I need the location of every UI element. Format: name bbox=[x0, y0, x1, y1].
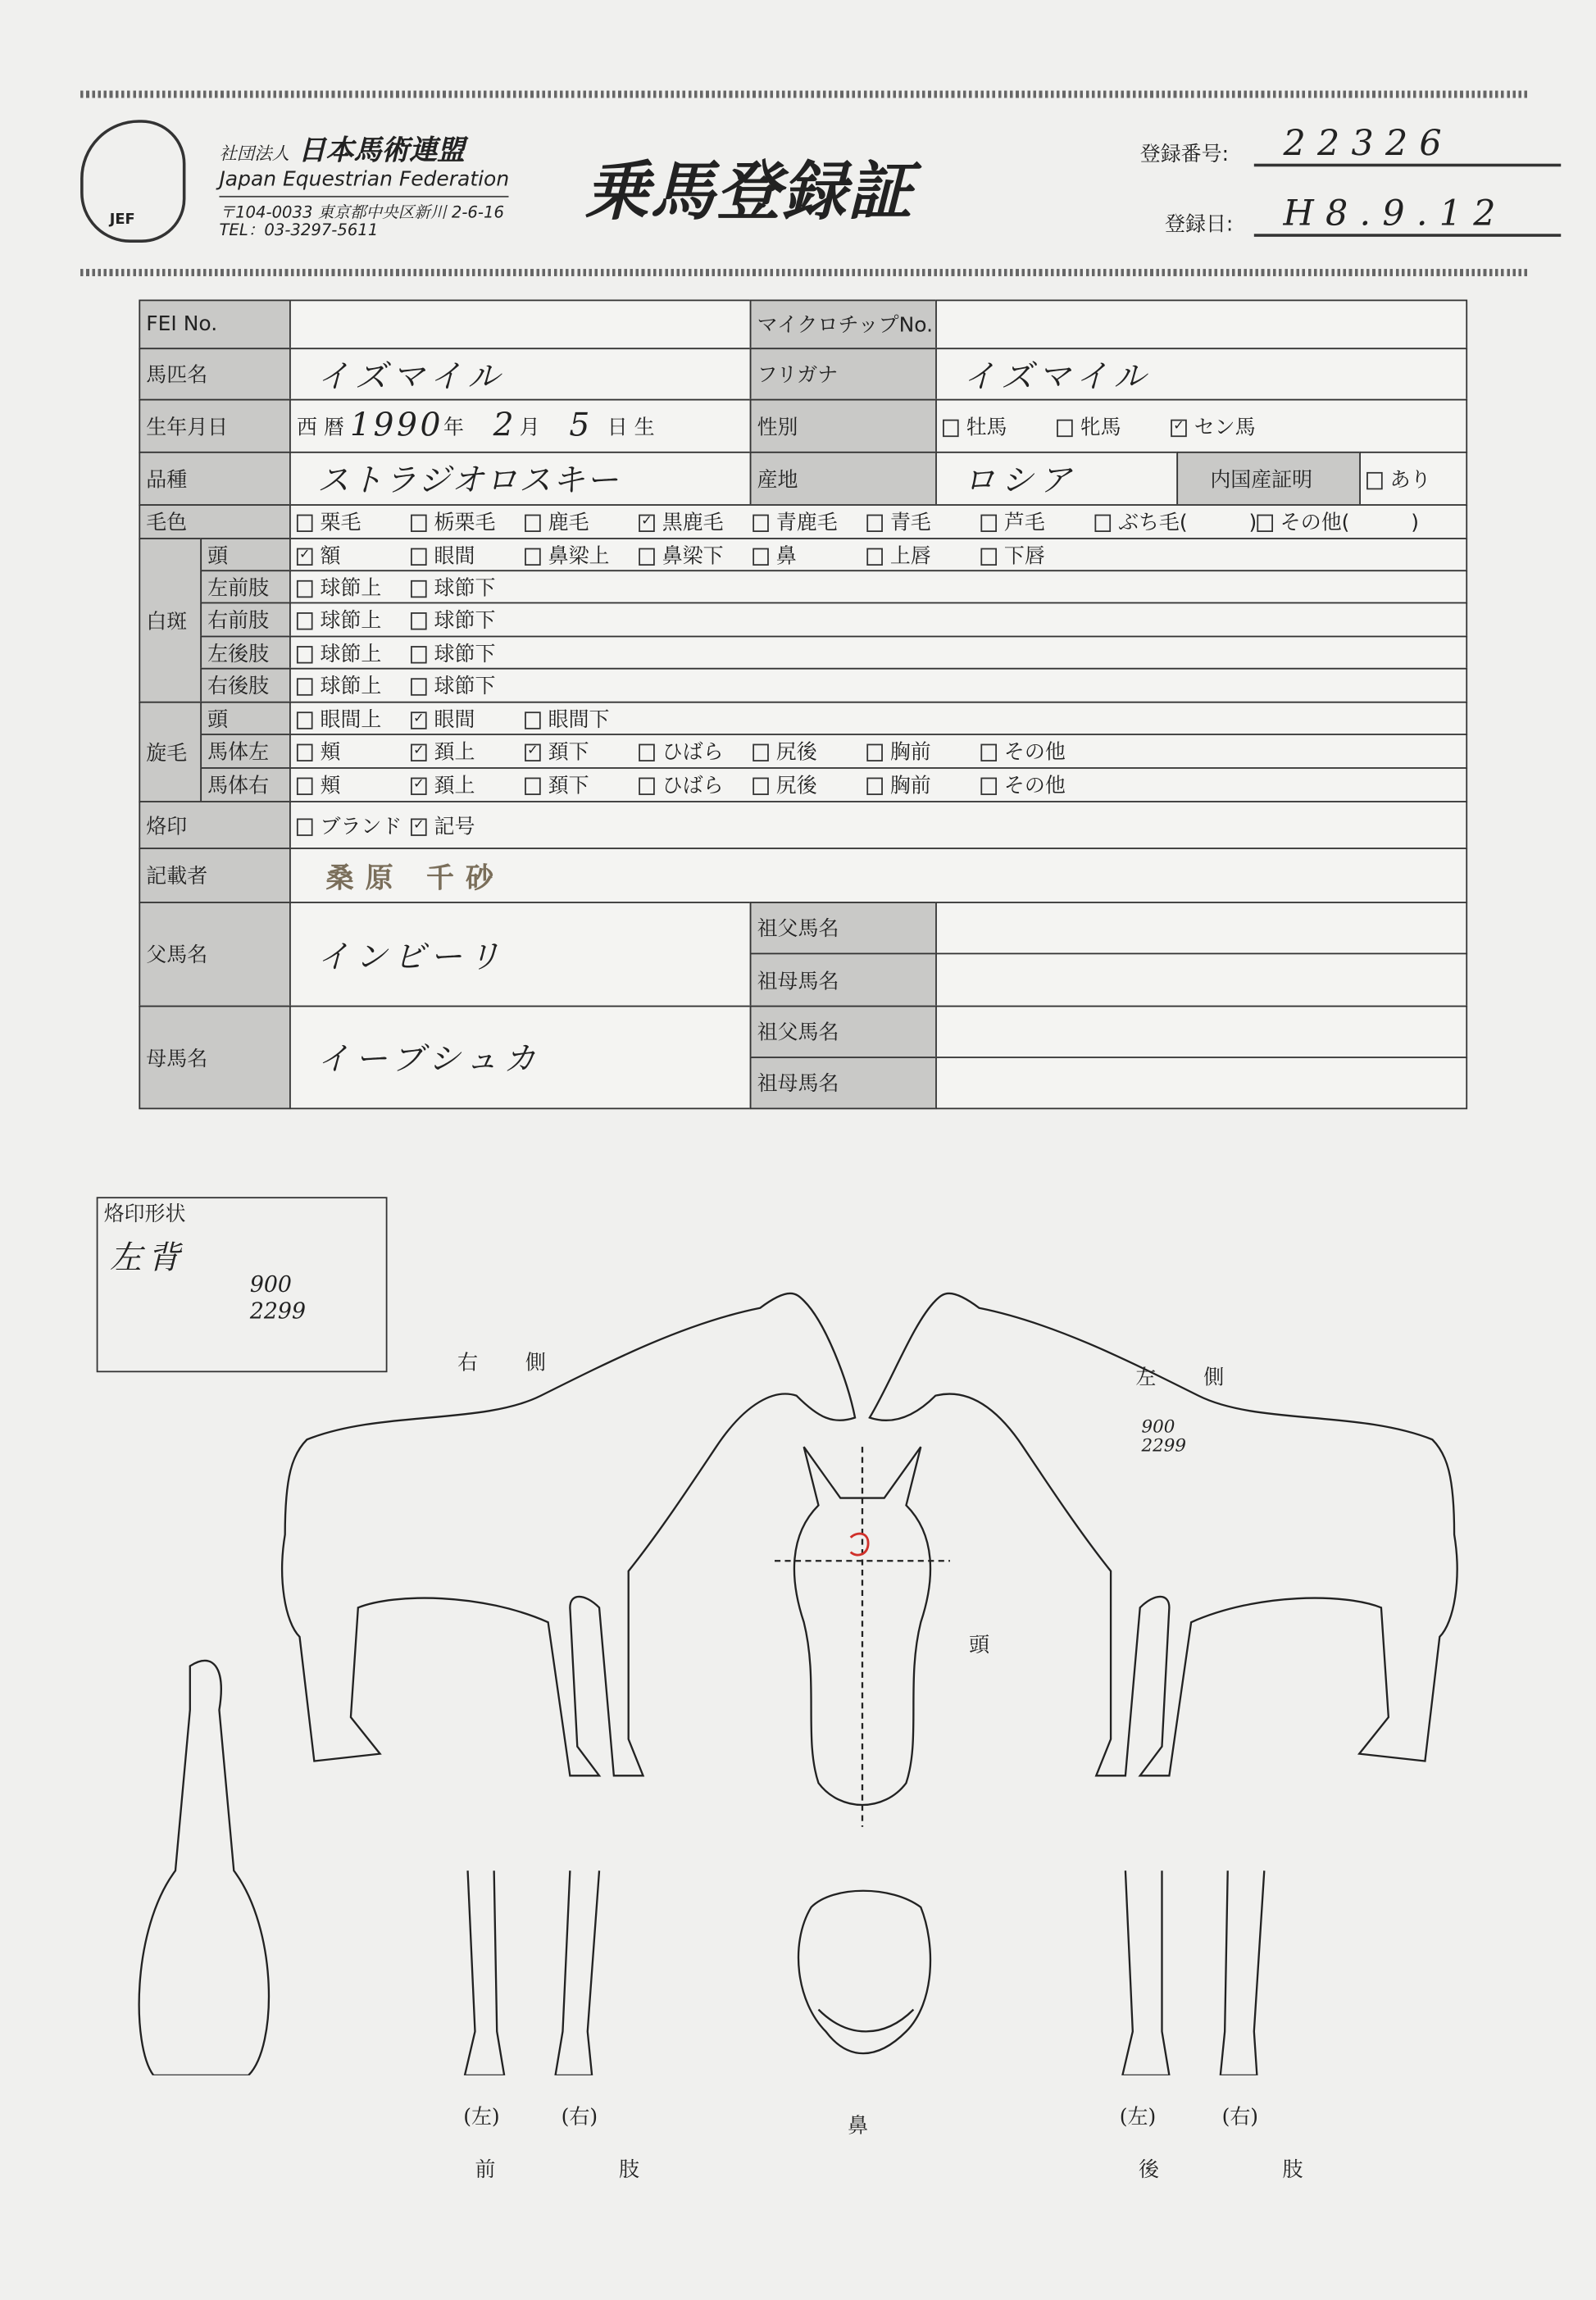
checkbox-label: 頬 bbox=[320, 774, 341, 798]
birth-month: 2 bbox=[493, 407, 520, 445]
fei-label: FEI No. bbox=[139, 300, 290, 350]
hind-left-label: (左) bbox=[1119, 2106, 1157, 2130]
checkbox-option[interactable] bbox=[753, 540, 866, 570]
checkbox-label: 栃栗毛 bbox=[434, 511, 496, 535]
checked-box-icon[interactable]: ✓ bbox=[525, 744, 541, 761]
checkbox-icon[interactable] bbox=[639, 778, 655, 795]
checkbox-label: その他 bbox=[1003, 740, 1066, 765]
checkbox-option[interactable] bbox=[980, 737, 1094, 766]
checked-box-icon[interactable]: ✓ bbox=[297, 548, 313, 565]
birth-day: 5 bbox=[569, 407, 596, 445]
checkbox-icon[interactable] bbox=[411, 678, 427, 695]
checkbox-label: ブランド bbox=[320, 815, 402, 839]
checkbox-label: 眼間 bbox=[434, 707, 475, 732]
checkbox-icon[interactable] bbox=[639, 548, 655, 565]
checkbox-label: 頚下 bbox=[548, 774, 589, 798]
domestic-options bbox=[1359, 452, 1467, 506]
row-options bbox=[289, 636, 1467, 670]
checkbox-label: 眼間下 bbox=[548, 707, 610, 732]
checkbox-label: 尻後 bbox=[775, 774, 817, 798]
checkbox-label: その他 bbox=[1003, 774, 1066, 798]
checkbox-icon[interactable] bbox=[866, 778, 883, 795]
origin-field[interactable]: ロシア bbox=[935, 452, 1178, 506]
checkbox-option[interactable] bbox=[866, 540, 980, 570]
checked-box-icon[interactable]: ✓ bbox=[411, 778, 427, 795]
checkbox-label: 球節上 bbox=[320, 609, 382, 634]
kana-label: フリガナ bbox=[750, 348, 937, 400]
sex-label: 性別 bbox=[750, 399, 937, 453]
checkbox-option[interactable] bbox=[753, 737, 866, 766]
checkbox-option[interactable] bbox=[297, 704, 411, 734]
checkbox-label: 青毛 bbox=[889, 511, 931, 535]
checkbox-label: 胸前 bbox=[889, 774, 931, 798]
checkbox-icon[interactable] bbox=[980, 778, 997, 795]
brand-label: 烙印 bbox=[139, 801, 290, 849]
checkbox-label: その他( ) bbox=[1280, 511, 1420, 535]
domestic-label: 内国産証明 bbox=[1176, 452, 1361, 506]
org-name-jp: 日本馬術連盟 bbox=[298, 134, 466, 167]
horse-diagrams bbox=[0, 1257, 1596, 2075]
brand-mark-2: 2299 bbox=[249, 1298, 306, 1325]
breed-field[interactable]: ストラジオロスキー bbox=[289, 452, 751, 506]
checkbox-label: あり bbox=[1389, 468, 1431, 492]
org-name-en: Japan Equestrian Federation bbox=[219, 168, 509, 198]
birth-label: 生年月日 bbox=[139, 399, 290, 453]
divider bbox=[80, 91, 1530, 98]
birth-field[interactable] bbox=[289, 399, 751, 453]
sex-options bbox=[935, 399, 1467, 453]
birth-year: 1990 bbox=[349, 407, 444, 445]
checkbox-option[interactable] bbox=[297, 605, 411, 634]
checked-box-icon[interactable]: ✓ bbox=[1171, 419, 1187, 436]
checkbox-icon[interactable] bbox=[525, 548, 541, 565]
checkbox-label: 芦毛 bbox=[1003, 511, 1045, 535]
checkbox-label: 球節上 bbox=[320, 675, 382, 699]
sire-gdam-field[interactable] bbox=[935, 953, 1467, 1007]
checkbox-option[interactable] bbox=[411, 540, 525, 570]
checkbox-option[interactable] bbox=[411, 704, 525, 734]
hindlegs bbox=[1122, 1870, 1264, 2075]
row-options bbox=[289, 702, 1467, 735]
whorl-label: 旋毛 bbox=[139, 702, 202, 802]
checkbox-label: ひばら bbox=[662, 740, 724, 765]
month-unit: 月 bbox=[519, 416, 540, 439]
checkbox-label: 頚上 bbox=[434, 740, 475, 765]
left-side-label: 左 側 bbox=[1135, 1366, 1245, 1390]
brand-mark-2: 2299 bbox=[1141, 1434, 1186, 1456]
checkbox-option[interactable] bbox=[411, 811, 525, 840]
dam-field[interactable]: イーブシュカ bbox=[289, 1006, 751, 1110]
checkbox-option[interactable] bbox=[866, 737, 980, 766]
fei-field[interactable] bbox=[289, 300, 751, 350]
checkbox-label: 球節下 bbox=[434, 609, 496, 634]
checkbox-option[interactable] bbox=[297, 670, 411, 700]
checkbox-label: 栗毛 bbox=[320, 511, 361, 535]
checkbox-icon[interactable] bbox=[297, 515, 313, 532]
checkbox-icon[interactable] bbox=[525, 711, 541, 728]
checkbox-icon[interactable] bbox=[297, 580, 313, 597]
breed-label: 品種 bbox=[139, 452, 290, 506]
checkbox-icon[interactable] bbox=[411, 580, 427, 597]
row-part-label: 馬体右 bbox=[200, 767, 291, 802]
checkbox-label: 鼻梁上 bbox=[548, 544, 610, 568]
checkbox-label: 鼻梁下 bbox=[662, 544, 724, 568]
checked-box-icon[interactable]: ✓ bbox=[639, 515, 655, 532]
sire-field[interactable]: インビーリ bbox=[289, 902, 751, 1007]
era: 西 暦 bbox=[296, 416, 344, 439]
brand-mark-1: 900 bbox=[249, 1271, 292, 1298]
kana-field[interactable]: イズマイル bbox=[935, 348, 1467, 400]
row-part-label: 右前肢 bbox=[200, 602, 291, 638]
checkbox-option[interactable] bbox=[1366, 464, 1480, 493]
day-unit: 日 生 bbox=[607, 416, 655, 439]
dam-gsire-label: 祖父馬名 bbox=[750, 1006, 937, 1058]
checkbox-label: 胸前 bbox=[889, 740, 931, 765]
row-part-label: 右後肢 bbox=[200, 668, 291, 703]
chip-field[interactable] bbox=[935, 300, 1467, 350]
white-marking bbox=[851, 1534, 868, 1555]
nose-view bbox=[798, 1891, 930, 2053]
sire-gdam-label: 祖母馬名 bbox=[750, 953, 937, 1007]
checkbox-option[interactable] bbox=[525, 704, 639, 734]
checkbox-icon[interactable] bbox=[1057, 419, 1073, 436]
jef-logo bbox=[80, 120, 185, 243]
checkbox-label: ひばら bbox=[662, 774, 724, 798]
checkbox-label: 頚上 bbox=[434, 774, 475, 798]
checkbox-label: 下唇 bbox=[1003, 544, 1045, 568]
checkbox-icon[interactable] bbox=[980, 515, 997, 532]
divider bbox=[80, 269, 1530, 276]
checkbox-option[interactable] bbox=[411, 605, 525, 634]
checkbox-option[interactable] bbox=[411, 737, 525, 766]
checkbox-icon[interactable] bbox=[297, 778, 313, 795]
checkbox-option[interactable] bbox=[980, 507, 1094, 537]
checkbox-icon[interactable] bbox=[297, 818, 313, 835]
white-label: 白斑 bbox=[139, 538, 202, 702]
checkbox-label: 青鹿毛 bbox=[775, 511, 838, 535]
checkbox-option[interactable] bbox=[980, 540, 1094, 570]
checkbox-option[interactable] bbox=[1171, 411, 1285, 441]
row-part-label: 馬体左 bbox=[200, 734, 291, 769]
checkbox-option[interactable] bbox=[639, 737, 753, 766]
checkbox-label: 球節下 bbox=[434, 576, 496, 600]
checkbox-icon[interactable] bbox=[866, 548, 883, 565]
fore-label: 前 肢 bbox=[475, 2158, 698, 2183]
checkbox-label: セン馬 bbox=[1194, 416, 1256, 439]
head-label: 頭 bbox=[969, 1634, 1011, 1657]
checkbox-icon[interactable] bbox=[1257, 515, 1273, 532]
checkbox-option[interactable] bbox=[411, 638, 525, 667]
right-side-label: 右 側 bbox=[457, 1352, 566, 1375]
checkbox-option[interactable] bbox=[525, 737, 639, 766]
row-options bbox=[289, 668, 1467, 703]
left-side-brand-mark bbox=[1142, 1418, 1186, 1456]
hind-right-label: (右) bbox=[1221, 2106, 1259, 2130]
hind-label: 後 肢 bbox=[1138, 2158, 1362, 2183]
sire-gsire-label: 祖父馬名 bbox=[750, 902, 937, 954]
page-title: 乗馬登録証 bbox=[584, 154, 914, 230]
checkbox-icon[interactable] bbox=[753, 548, 769, 565]
checkbox-icon[interactable] bbox=[639, 744, 655, 761]
origin-label: 産地 bbox=[750, 452, 937, 506]
forelegs bbox=[465, 1870, 599, 2075]
checkbox-label: 眼間 bbox=[434, 544, 475, 568]
checkbox-option[interactable] bbox=[753, 770, 866, 800]
checked-box-icon[interactable]: ✓ bbox=[411, 744, 427, 761]
checkbox-option[interactable] bbox=[297, 811, 411, 840]
checkbox-icon[interactable] bbox=[411, 645, 427, 662]
checkbox-icon[interactable] bbox=[1366, 471, 1383, 489]
recorder-stamp: 桑原 千砂 bbox=[289, 848, 1467, 903]
brand-options bbox=[289, 801, 1467, 849]
sire-label: 父馬名 bbox=[139, 902, 290, 1007]
checkbox-icon[interactable] bbox=[297, 744, 313, 761]
row-options bbox=[289, 538, 1467, 571]
checkbox-option[interactable] bbox=[525, 540, 639, 570]
checkbox-label: 牝馬 bbox=[1080, 416, 1121, 439]
checkbox-option[interactable] bbox=[525, 507, 639, 537]
chip-label: マイクロチップNo. bbox=[750, 300, 937, 350]
reg-date-label: 登録日: bbox=[1165, 213, 1234, 237]
checkbox-label: 牡馬 bbox=[966, 416, 1007, 439]
name-field[interactable]: イズマイル bbox=[289, 348, 751, 400]
fore-right-label: (右) bbox=[561, 2106, 598, 2130]
reg-date-value: H8.9.12 bbox=[1254, 193, 1561, 236]
sire-gsire-field[interactable] bbox=[935, 902, 1467, 954]
brand-shape-label: 烙印形状 bbox=[103, 1202, 186, 1226]
checked-box-icon[interactable]: ✓ bbox=[411, 818, 427, 835]
checkbox-label: 球節下 bbox=[434, 642, 496, 666]
nose-label: 鼻 bbox=[848, 2115, 889, 2139]
checkbox-label: 球節下 bbox=[434, 675, 496, 699]
checkbox-icon[interactable] bbox=[1094, 515, 1111, 532]
reg-no-value: 22326 bbox=[1254, 123, 1561, 166]
row-part-label: 左前肢 bbox=[200, 570, 291, 603]
checkbox-option[interactable] bbox=[639, 770, 753, 800]
checkbox-label: 球節上 bbox=[320, 576, 382, 600]
checkbox-icon[interactable] bbox=[297, 678, 313, 695]
checkbox-option[interactable] bbox=[1257, 507, 1419, 537]
checkbox-label: 尻後 bbox=[775, 740, 817, 765]
checkbox-option[interactable] bbox=[411, 507, 525, 537]
checkbox-icon[interactable] bbox=[297, 645, 313, 662]
checkbox-icon[interactable] bbox=[297, 711, 313, 728]
checkbox-label: 記号 bbox=[434, 815, 475, 839]
checkbox-icon[interactable] bbox=[753, 778, 769, 795]
checkbox-option[interactable] bbox=[943, 411, 1057, 441]
color-options bbox=[289, 504, 1467, 539]
row-options bbox=[289, 734, 1467, 769]
address: 〒104-0033 東京都中央区新川 2-6-16 bbox=[219, 202, 504, 223]
logo-text: JEF bbox=[109, 211, 135, 229]
checkbox-option[interactable] bbox=[297, 638, 411, 667]
checkbox-label: 球節上 bbox=[320, 642, 382, 666]
checkbox-icon[interactable] bbox=[411, 515, 427, 532]
checkbox-label: 黒鹿毛 bbox=[662, 511, 724, 535]
checkbox-option[interactable] bbox=[297, 507, 411, 537]
checkbox-option[interactable] bbox=[297, 540, 411, 570]
row-options bbox=[289, 602, 1467, 638]
right-side-horse bbox=[282, 1293, 855, 1775]
checkbox-label: 頬 bbox=[320, 740, 341, 765]
checkbox-label: ぶち毛( ) bbox=[1117, 511, 1257, 535]
checkbox-option[interactable] bbox=[1057, 411, 1171, 441]
checkbox-option[interactable] bbox=[297, 572, 411, 602]
row-options bbox=[289, 570, 1467, 603]
org-name bbox=[219, 129, 465, 168]
checkbox-option[interactable] bbox=[639, 540, 753, 570]
checkbox-option[interactable] bbox=[866, 507, 980, 537]
checkbox-option[interactable] bbox=[639, 507, 753, 537]
dam-gsire-field[interactable] bbox=[935, 1006, 1467, 1058]
row-part-label: 左後肢 bbox=[200, 636, 291, 670]
checkbox-label: 頚下 bbox=[548, 740, 589, 765]
checkbox-option[interactable] bbox=[411, 670, 525, 700]
checked-box-icon[interactable]: ✓ bbox=[411, 711, 427, 728]
checkbox-option[interactable] bbox=[297, 770, 411, 800]
brand-shape-note: 左背 bbox=[109, 1240, 186, 1278]
checkbox-icon[interactable] bbox=[980, 548, 997, 565]
year-unit: 年 bbox=[443, 416, 465, 439]
color-label: 毛色 bbox=[139, 504, 290, 539]
checkbox-option[interactable] bbox=[1094, 507, 1257, 537]
checkbox-icon[interactable] bbox=[525, 515, 541, 532]
checkbox-icon[interactable] bbox=[411, 548, 427, 565]
checkbox-option[interactable] bbox=[297, 737, 411, 766]
dam-label: 母馬名 bbox=[139, 1006, 290, 1110]
checkbox-option[interactable] bbox=[753, 507, 866, 537]
org-address bbox=[219, 202, 504, 240]
checkbox-label: 鼻 bbox=[775, 544, 797, 568]
checkbox-label: 鹿毛 bbox=[548, 511, 589, 535]
fore-left-label: (左) bbox=[463, 2106, 500, 2130]
back-view bbox=[139, 1661, 269, 2075]
checkbox-icon[interactable] bbox=[866, 744, 883, 761]
checkbox-option[interactable] bbox=[411, 770, 525, 800]
checkbox-option[interactable] bbox=[525, 770, 639, 800]
checkbox-option[interactable] bbox=[411, 572, 525, 602]
checkbox-option[interactable] bbox=[980, 770, 1094, 800]
checkbox-icon[interactable] bbox=[980, 744, 997, 761]
checkbox-label: 眼間上 bbox=[320, 707, 382, 732]
tel: TEL：03-3297-5611 bbox=[219, 220, 379, 240]
checkbox-option[interactable] bbox=[866, 770, 980, 800]
name-label: 馬匹名 bbox=[139, 348, 290, 400]
checkbox-icon[interactable] bbox=[297, 612, 313, 630]
checkbox-icon[interactable] bbox=[525, 778, 541, 795]
checkbox-icon[interactable] bbox=[943, 419, 959, 436]
checkbox-icon[interactable] bbox=[866, 515, 883, 532]
checkbox-label: 上唇 bbox=[889, 544, 931, 568]
checkbox-icon[interactable] bbox=[411, 612, 427, 630]
row-part-label: 頭 bbox=[200, 538, 291, 571]
recorder-label: 記載者 bbox=[139, 848, 290, 903]
dam-gdam-label: 祖母馬名 bbox=[750, 1057, 937, 1109]
checkbox-icon[interactable] bbox=[753, 515, 769, 532]
checkbox-icon[interactable] bbox=[753, 744, 769, 761]
reg-no-label: 登録番号: bbox=[1139, 143, 1230, 167]
checkbox-label: 額 bbox=[320, 544, 341, 568]
dam-gdam-field[interactable] bbox=[935, 1057, 1467, 1109]
row-part-label: 頭 bbox=[200, 702, 291, 735]
brand-mark-1: 900 bbox=[1141, 1416, 1175, 1437]
row-options bbox=[289, 767, 1467, 802]
org-prefix: 社団法人 bbox=[219, 143, 290, 164]
